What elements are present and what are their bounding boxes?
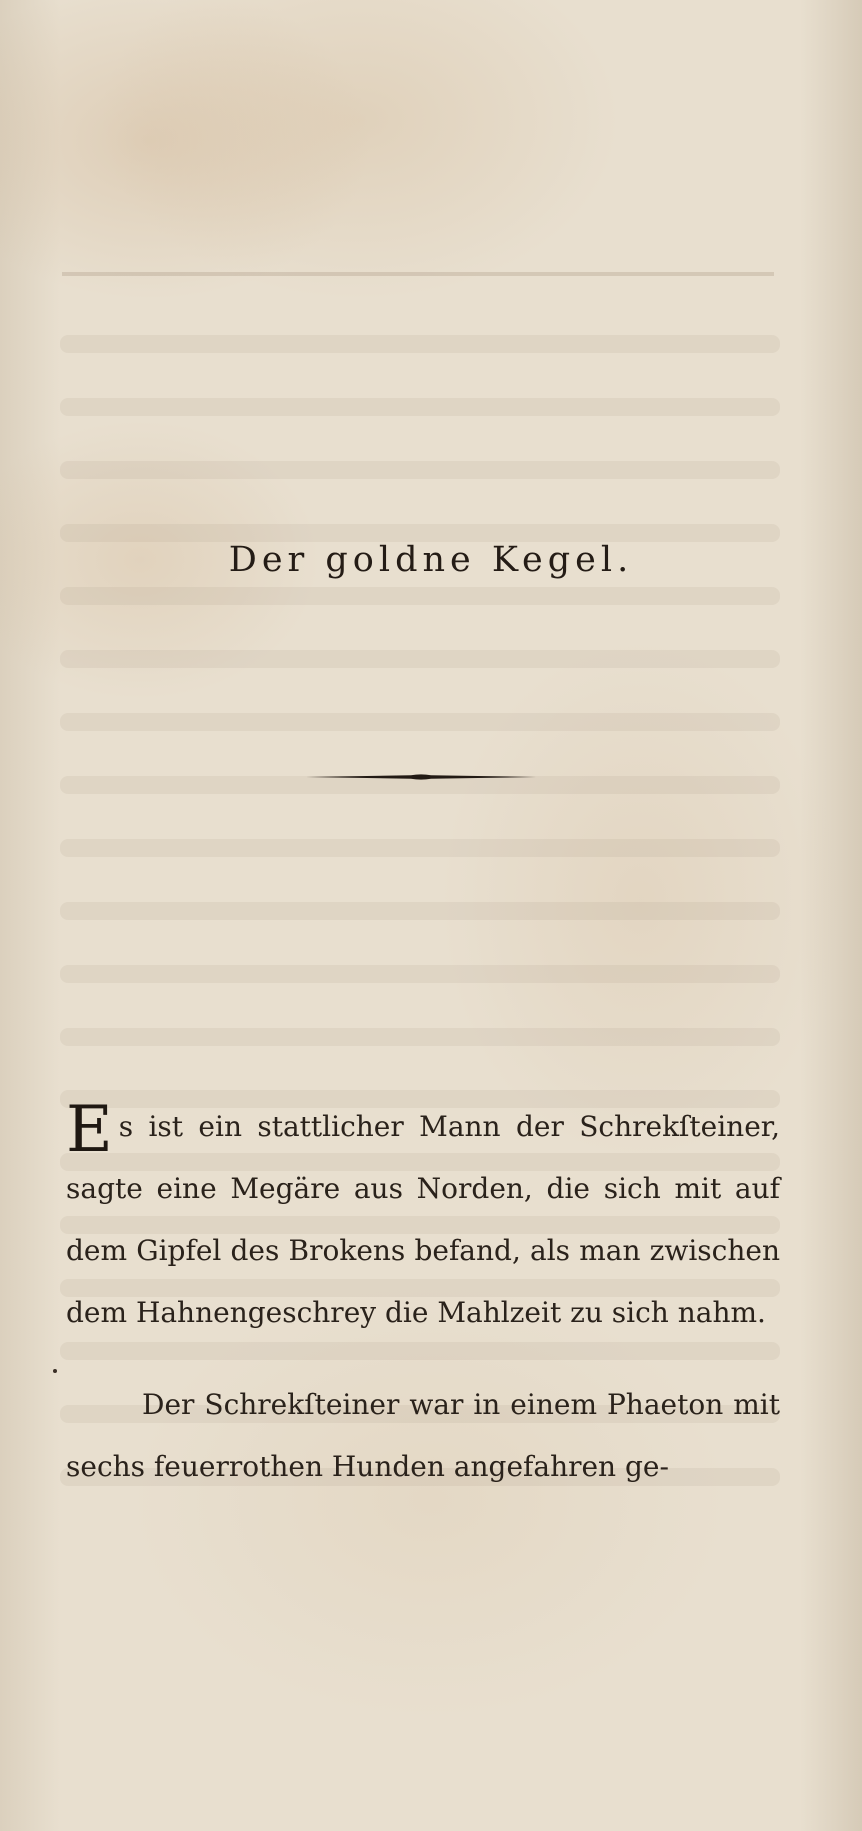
- show-through-line: [60, 461, 780, 479]
- show-through-line: [60, 335, 780, 353]
- paragraph-2: Der Schrekſteiner war in einem Phaeton mit sechs feuerrothen Hunden angefahren ge-: [66, 1388, 780, 1483]
- show-through-line: [60, 839, 780, 857]
- show-through-rule: [62, 272, 774, 276]
- show-through-line: [60, 587, 780, 605]
- ink-speck: [53, 1369, 57, 1373]
- ornamental-rule: [306, 773, 536, 781]
- show-through-line: [60, 398, 780, 416]
- drop-cap: E: [66, 1093, 113, 1167]
- paragraph-1-text: s ist ein stattlicher Mann der Schrekſteiner, sagte eine Megäre aus Norden, die sich mit auf dem Gipfel des Brokens befand, als man zwischen dem Hahnengeschrey die Mahlzeit zu sich nahm.: [66, 1110, 780, 1329]
- chapter-heading: Der goldne Kegel.: [228, 540, 634, 580]
- show-through-line: [60, 1028, 780, 1046]
- show-through-line: [60, 902, 780, 920]
- show-through-line: [60, 713, 780, 731]
- paragraph-1: [66, 1093, 780, 1344]
- body-text: [66, 1093, 780, 1498]
- show-through-line: [60, 650, 780, 668]
- show-through-line: [60, 965, 780, 983]
